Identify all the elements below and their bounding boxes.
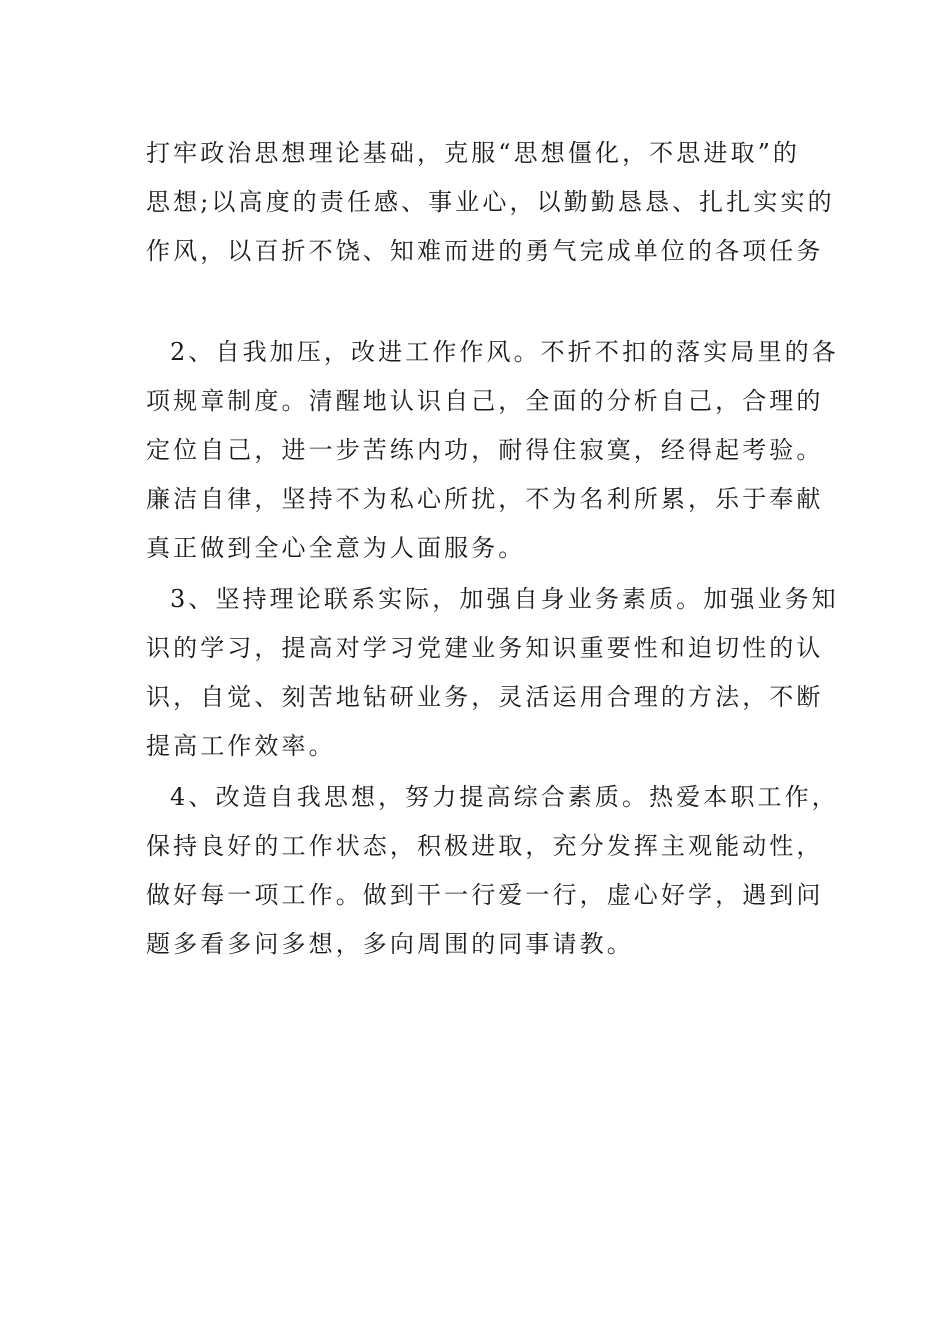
paragraph-1-line-1: 打牢政治思想理论基础，克服“思想僵化，不思进取”的 [146, 139, 801, 167]
paragraph-2-line-5: 真正做到全心全意为人面服务。 [146, 534, 526, 562]
paragraph-3-line-2: 识的学习，提高对学习党建业务知识重要性和迫切性的认 [146, 634, 824, 662]
paragraph-2-line-2: 项规章制度。清醒地认识自己，全面的分析自己，合理的 [146, 387, 824, 415]
paragraph-1-line-3: 作风，以百折不饶、知难而进的勇气完成单位的各项任务 [146, 237, 824, 265]
paragraph-4-line-3: 做好每一项工作。做到干一行爱一行，虚心好学，遇到问 [146, 881, 824, 909]
paragraph-4-line-4: 题多看多问多想，多向周围的同事请教。 [146, 930, 634, 958]
paragraph-4-line-1: 4、改造自我思想，努力提高综合素质。热爱本职工作， [170, 783, 839, 811]
paragraph-3-line-4: 提高工作效率。 [146, 732, 336, 760]
paragraph-3-line-1: 3、坚持理论联系实际，加强自身业务素质。加强业务知 [170, 585, 839, 613]
paragraph-1-line-2: 思想;以高度的责任感、事业心，以勤勤恳恳、扎扎实实的 [146, 188, 835, 216]
paragraph-2-line-1: 2、自我加压，改进工作作风。不折不扣的落实局里的各 [170, 338, 839, 366]
paragraph-2-line-4: 廉洁自律，坚持不为私心所扰，不为名利所累，乐于奉献 [146, 485, 824, 513]
paragraph-2-line-3: 定位自己，进一步苦练内功，耐得住寂寞，经得起考验。 [146, 436, 824, 464]
paragraph-3-line-3: 识，自觉、刻苦地钻研业务，灵活运用合理的方法，不断 [146, 683, 824, 711]
paragraph-4-line-2: 保持良好的工作状态，积极进取，充分发挥主观能动性， [146, 832, 824, 860]
